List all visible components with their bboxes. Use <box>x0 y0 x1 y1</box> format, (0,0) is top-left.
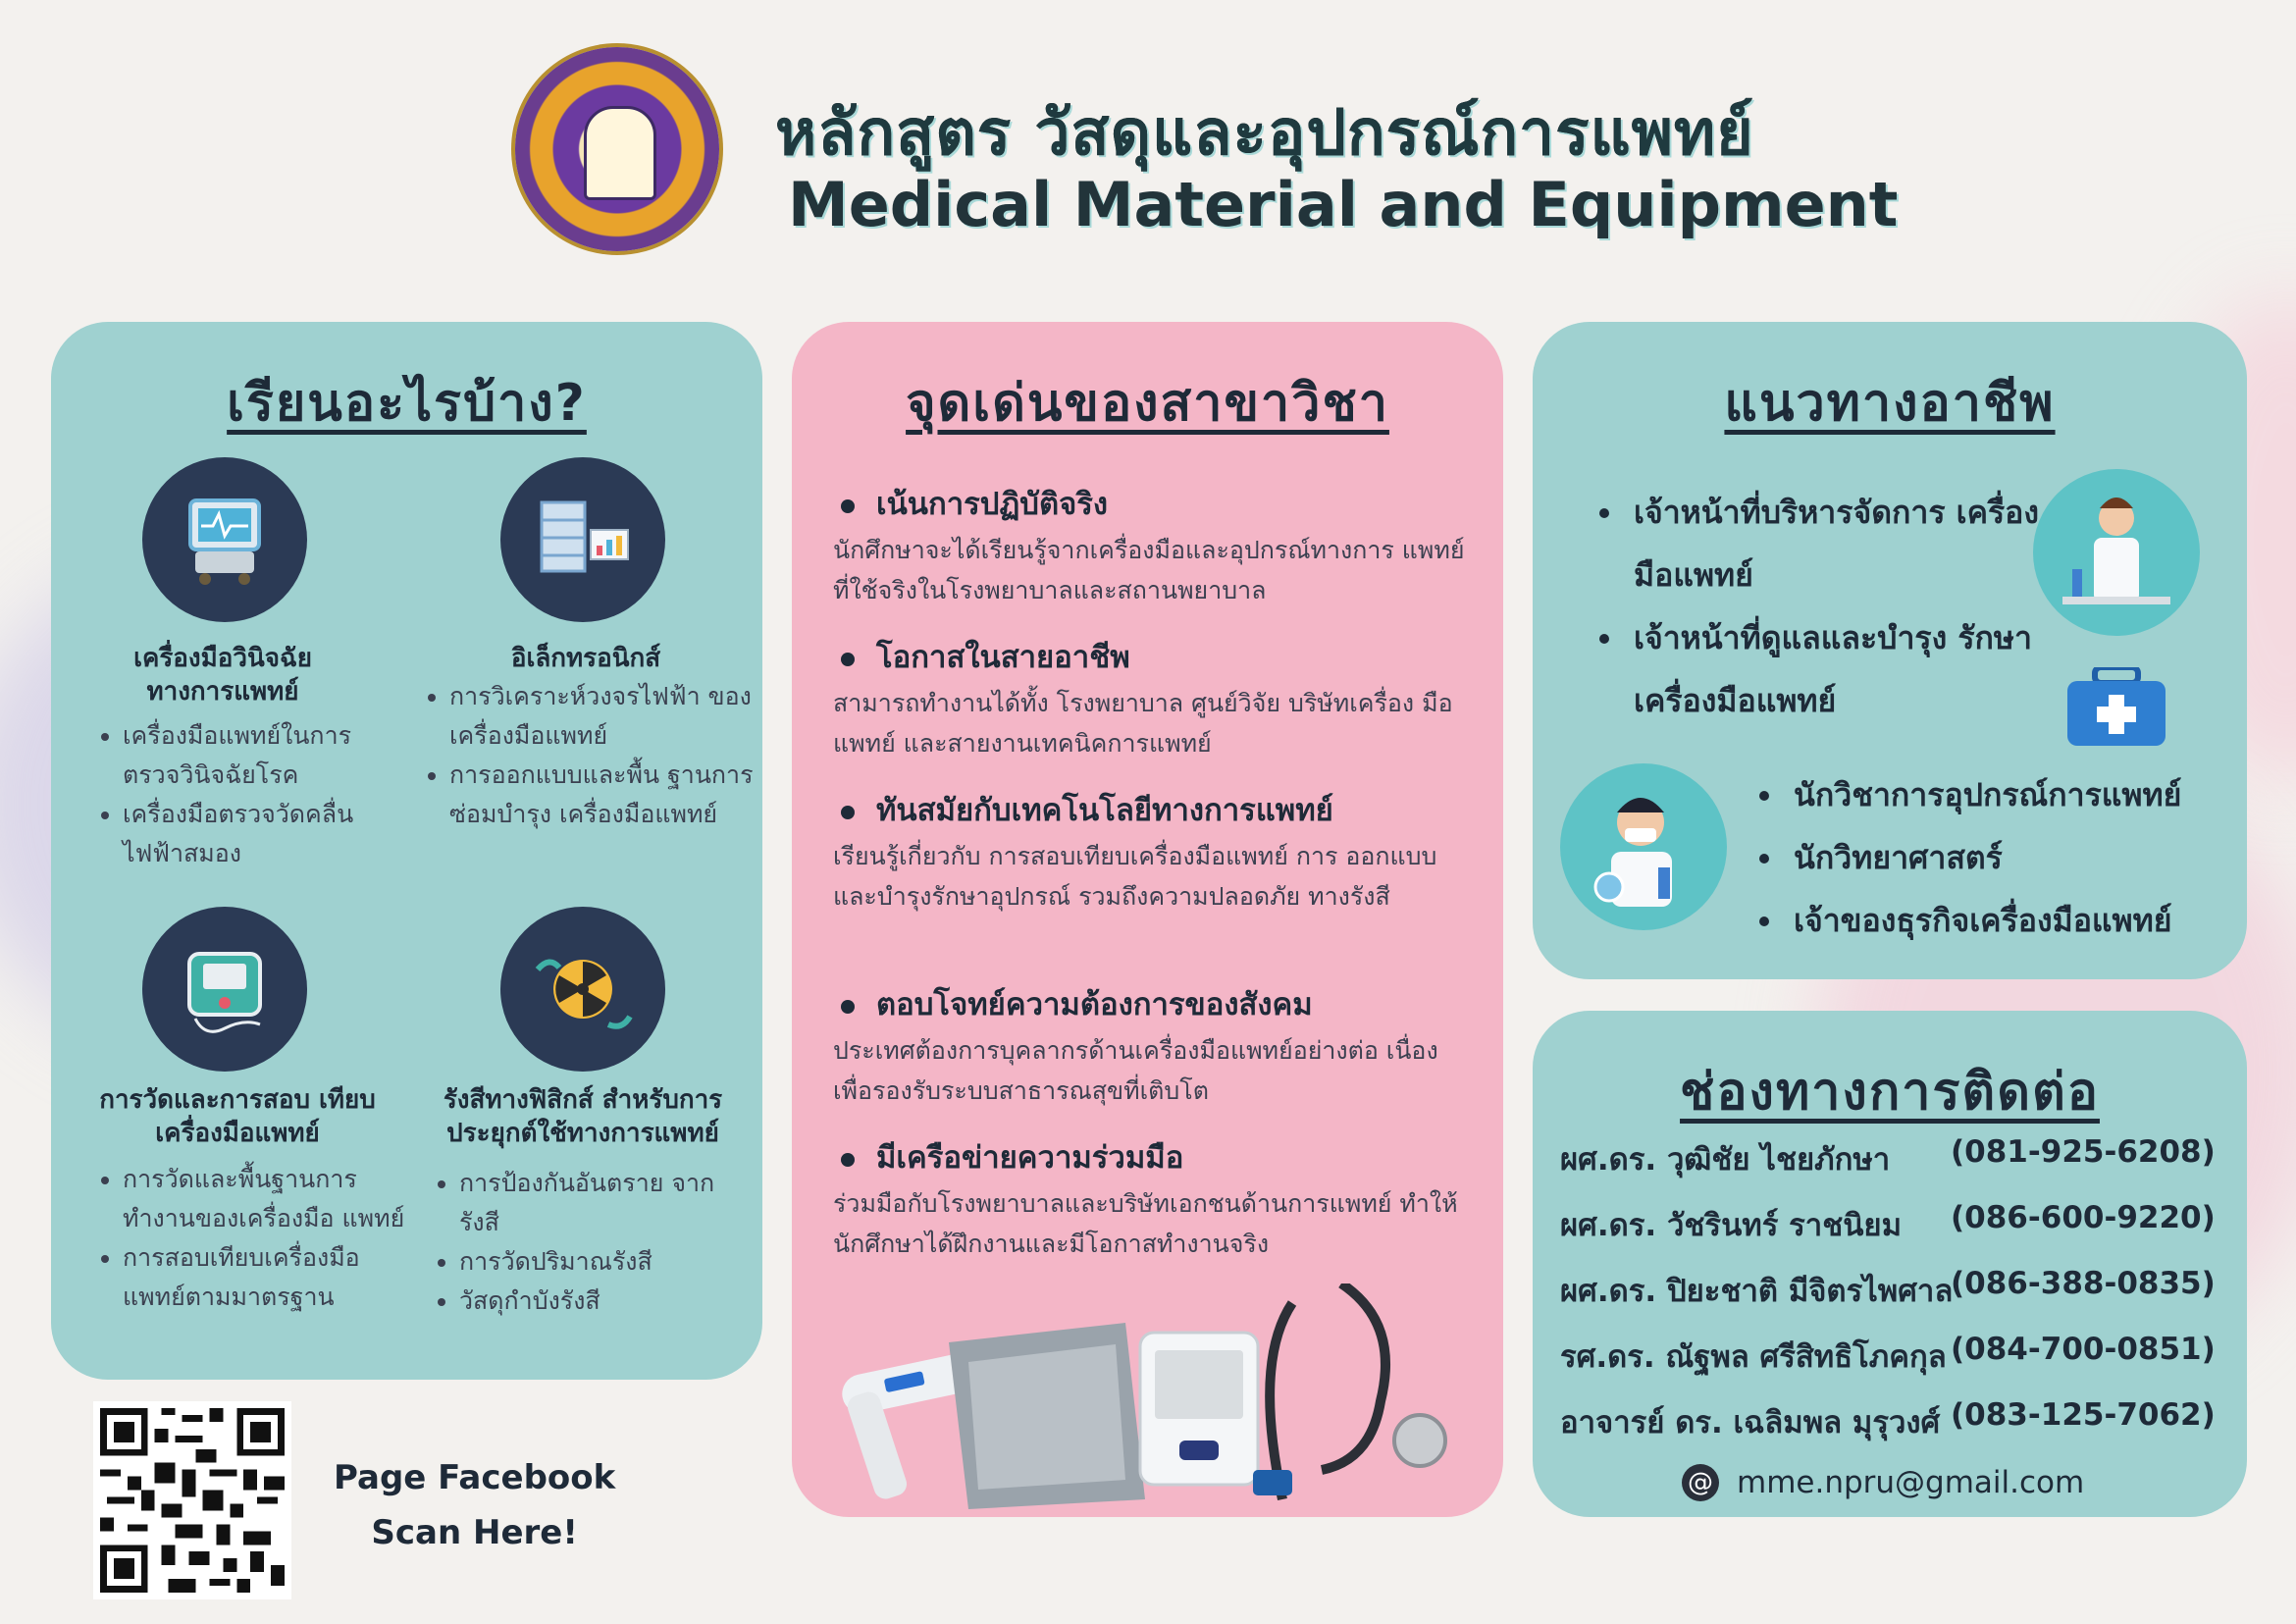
panel-title: ช่องทางการติดต่อ <box>1680 1063 2100 1122</box>
page-title-thai: หลักสูตร วัสดุและอุปกรณ์การแพทย์ <box>775 97 1754 170</box>
highlight-text: ร่วมมือกับโรงพยาบาลและบริษัทเอกชนด้านการแพทย์ ทำให้นักศึกษาได้ฝึกงานและมีโอกาสทำงานจริง <box>833 1189 1458 1258</box>
card-heading: การวัดและการสอบ เทียบเครื่องมือแพทย์ <box>99 1085 376 1148</box>
card-list <box>422 677 754 834</box>
contact-row <box>1560 1200 2218 1249</box>
at-sign-icon: @ <box>1682 1464 1719 1501</box>
highlight-heading: เน้นการปฏิบัติจริง <box>841 479 1108 528</box>
contact-name: ผศ.ดร. วัชรินทร์ ราชนิยม <box>1560 1208 1903 1243</box>
list-item: • เจ้าหน้าที่บริหารจัดการ เครื่องมือแพทย์ <box>1626 481 2048 606</box>
highlight-heading: ตอบโจทย์ความต้องการของสังคม <box>841 979 1313 1028</box>
radiation-icon <box>500 907 665 1072</box>
card-heading: รังสีทางฟิสิกส์ สำหรับการ ประยุกต์ใช้ทางการแพทย์ <box>443 1085 723 1148</box>
blood-pressure-monitor-icon <box>1140 1333 1258 1485</box>
contact-phone[interactable]: (086-600-9220) <box>1951 1200 2216 1235</box>
contact-name: รศ.ดร. ณัฐพล ศรีสิทธิโภคกุล <box>1560 1339 1947 1375</box>
contact-name: ผศ.ดร. วุฒิชัย ไชยภักษา <box>1560 1142 1891 1178</box>
career-list-bottom <box>1747 763 2276 952</box>
what-to-learn-panel <box>51 322 762 1380</box>
highlight-text: ประเทศต้องการบุคลากรด้านเครื่องมือแพทย์อย่างต่อ เนื่อง เพื่อรองรับระบบสาธารณสุขที่เติบโต <box>833 1036 1438 1105</box>
card-list <box>95 716 397 873</box>
contact-name: ผศ.ดร. ปิยะชาติ มีจิตรไพศาล <box>1560 1274 1954 1309</box>
contact-row <box>1560 1397 2218 1446</box>
university-logo <box>515 47 719 251</box>
career-paths-panel <box>1533 322 2247 979</box>
facebook-caption-line: Scan Here! <box>371 1513 578 1552</box>
list-item: • เครื่องมือแพทย์ในการ ตรวจวินิจฉัยโรค <box>123 716 397 795</box>
list-item: • การสอบเทียบเครื่องมือ แพทย์ตามมาตรฐาน <box>123 1238 417 1317</box>
logo-emblem <box>584 106 656 200</box>
list-item: • เครื่องมือตรวจวัดคลื่น ไฟฟ้าสมอง <box>123 795 397 873</box>
list-item: • วัสดุกำบังรังสี <box>459 1282 744 1321</box>
list-item: • นักวิทยาศาสตร์ <box>1786 826 2276 889</box>
medical-kit-icon <box>2065 667 2167 736</box>
scientist-icon <box>2033 469 2200 636</box>
highlight-heading: ทันสมัยกับเทคโนโลยีทางการแพทย์ <box>841 785 1333 834</box>
highlight-heading: มีเครือข่ายความร่วมมือ <box>841 1132 1183 1181</box>
panel-title: แนวทางอาชีพ <box>1724 374 2056 433</box>
contact-phone[interactable]: (086-388-0835) <box>1951 1266 2216 1301</box>
list-item: • นักวิชาการอุปกรณ์การแพทย์ <box>1786 763 2276 826</box>
bp-cuff-icon <box>949 1323 1145 1509</box>
ventilator-icon <box>142 457 307 622</box>
panel-title: เรียนอะไรบ้าง? <box>227 374 587 433</box>
page-title-english: Medical Material and Equipment <box>788 169 1899 240</box>
highlight-heading: โอกาสในสายอาชีพ <box>841 632 1130 681</box>
card-list <box>432 1164 744 1321</box>
highlight-text: นักศึกษาจะได้เรียนรู้จากเครื่องมือและอุปกรณ์ทางการ แพทย์ที่ใช้จริงในโรงพยาบาลและสถานพยาบาล <box>833 536 1465 604</box>
facebook-caption-line: Page Facebook <box>334 1458 616 1497</box>
list-item: • การวัดและพื้นฐานการ ทำงานของเครื่องมือ แพทย์ <box>123 1160 417 1238</box>
contact-phone[interactable]: (081-925-6208) <box>1951 1134 2216 1170</box>
defibrillator-icon <box>142 907 307 1072</box>
contact-phone[interactable]: (084-700-0851) <box>1951 1332 2216 1367</box>
career-list-top <box>1587 481 2048 732</box>
list-item: • การป้องกันอันตราย จากรังสี <box>459 1164 744 1242</box>
facebook-qr-code[interactable] <box>93 1401 291 1599</box>
list-item: • เจ้าหน้าที่ดูแลและบำรุง รักษาเครื่องมือแพทย์ <box>1626 606 2048 732</box>
list-item: • การวิเคราะห์วงจรไฟฟ้า ของเครื่องมือแพทย์ <box>449 677 754 756</box>
contact-phone[interactable]: (083-125-7062) <box>1951 1397 2216 1433</box>
medical-devices-illustration <box>831 1283 1479 1509</box>
highlight-text: เรียนรู้เกี่ยวกับ การสอบเทียบเครื่องมือแพทย์ การ ออกแบบและบำรุงรักษาอุปกรณ์ รวมถึงความปลอดภัย ทางรังสี <box>833 842 1437 911</box>
facebook-caption <box>334 1450 615 1560</box>
contact-row <box>1560 1266 2218 1315</box>
list-item: • เจ้าของธุรกิจเครื่องมือแพทย์ <box>1786 889 2276 952</box>
panel-title: จุดเด่นของสาขาวิชา <box>906 374 1389 433</box>
lab-worker-icon <box>1560 763 1727 930</box>
contact-row <box>1560 1134 2218 1183</box>
card-list <box>95 1160 417 1317</box>
card-heading: เครื่องมือวินิจฉัย ทางการแพทย์ <box>133 644 312 707</box>
list-item: • การวัดปริมาณรังสี <box>459 1242 744 1282</box>
email-address[interactable]: mme.npru@gmail.com <box>1737 1465 2085 1500</box>
contact-row <box>1560 1332 2218 1381</box>
list-item: • การออกแบบและพื้น ฐานการซ่อมบำรุง เครื่องมือแพทย์ <box>449 756 754 834</box>
server-icon <box>500 457 665 622</box>
contact-panel <box>1533 1011 2247 1517</box>
card-heading: อิเล็กทรอนิกส์ <box>510 644 661 673</box>
program-highlights-panel <box>792 322 1503 1517</box>
highlight-text: สามารถทำงานได้ทั้ง โรงพยาบาล ศูนย์วิจัย บริษัทเครื่อง มือแพทย์ และสายงานเทคนิคการแพทย์ <box>833 689 1453 758</box>
email-contact[interactable] <box>1682 1464 2084 1501</box>
stethoscope-icon <box>1253 1283 1445 1499</box>
contact-name: อาจารย์ ดร. เฉลิมพล มุรุวงศ์ <box>1560 1405 1941 1441</box>
